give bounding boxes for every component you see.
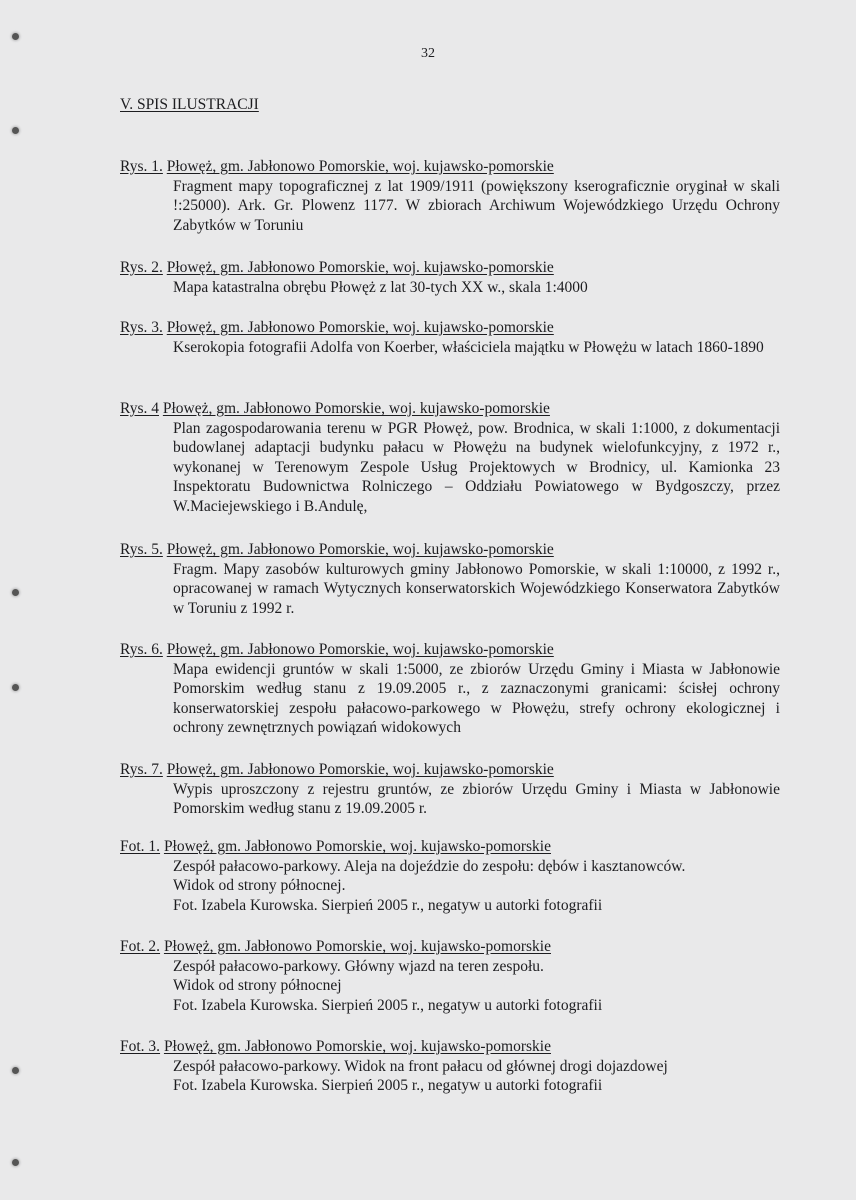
punch-hole-mark xyxy=(12,33,19,40)
entry-place: Płowęż, gm. Jabłonowo Pomorskie, woj. kujawsko-pomorskie xyxy=(163,838,551,855)
entry-description: Mapa ewidencji gruntów w skali 1:5000, ze zbiorów Urzędu Gminy i Miasta w Jabłonowie Pomorskim według stanu z 19.09.2005 r., z zaznaczonymi granicami: ścisłej ochrony konserwatorskiej zespołu pałacowo-parkowego w Płowężu, strefy ochrony ekologicznej i ochrony zewnętrznych powiązań widokowych xyxy=(173,660,780,736)
punch-hole-mark xyxy=(12,684,19,691)
entry-heading xyxy=(120,318,780,338)
entry-label: Fot. 3. xyxy=(120,1038,161,1055)
illustration-entry-rys-5 xyxy=(120,540,780,618)
entry-place: Płowęż, gm. Jabłonowo Pomorskie, woj. kujawsko-pomorskie xyxy=(166,641,554,658)
entry-heading xyxy=(120,837,780,857)
entry-heading xyxy=(120,399,780,419)
entry-description: Mapa katastralna obrębu Płowęż z lat 30-tych XX w., skala 1:4000 xyxy=(173,278,588,296)
entry-description xyxy=(173,1057,780,1096)
entry-description: Plan zagospodarowania terenu w PGR Płowęż, pow. Brodnica, w skali 1:1000, z dokumentacji budowlanej adaptacji budynku pałacu w Płowężu na budynek wielofunkcyjny, z 1972 r., wykonanej w Terenowym Zespole Usług Projektowych w Brodnicy, ul. Kamionka 23 Inspektoratu Budownictwa Rolniczego – Oddziału Powiatowego w Bydgoszczy, przez W.Maciejewskiego i B.Andulę, xyxy=(173,419,780,515)
entry-description: Fragment mapy topograficznej z lat 1909/1911 (powiększony kserograficznie oryginał w skali !:25000). Ark. Gr. Plowenz 1177. W zbiorach Archiwum Wojewódzkiego Urzędu Ochrony Zabytków w Toruniu xyxy=(173,177,780,234)
entry-place: Płowęż, gm. Jabłonowo Pomorskie, woj. kujawsko-pomorskie xyxy=(166,541,554,558)
description-line: Widok od strony północnej xyxy=(173,977,342,994)
description-line: Zespół pałacowo-parkowy. Aleja na dojeździe do zespołu: dębów i kasztanowców. xyxy=(173,857,686,875)
illustration-entry-rys-4 xyxy=(120,399,780,516)
page-number: 32 xyxy=(421,46,435,61)
entry-label: Rys. 3. xyxy=(120,319,163,336)
photo-entry-fot-1 xyxy=(120,837,780,915)
entry-description: Kserokopia fotografii Adolfa von Koerber, właściciela majątku w Płowężu w latach 1860-1890 xyxy=(173,338,764,356)
illustration-entry-rys-7 xyxy=(120,760,780,819)
section-title: V. SPIS ILUSTRACJI xyxy=(120,96,259,113)
entry-heading xyxy=(120,258,780,278)
description-line: Zespół pałacowo-parkowy. Widok na front pałacu od głównej drogi dojazdowej xyxy=(173,1057,668,1075)
entry-place: Płowęż, gm. Jabłonowo Pomorskie, woj. kujawsko-pomorskie xyxy=(166,761,554,778)
description-line: Zespół pałacowo-parkowy. Główny wjazd na teren zespołu. xyxy=(173,957,544,975)
entry-place: Płowęż, gm. Jabłonowo Pomorskie, woj. kujawsko-pomorskie xyxy=(162,400,550,417)
entry-description: Wypis uproszczony z rejestru gruntów, ze zbiorów Urzędu Gminy i Miasta w Jabłonowie Pomorskim według stanu z 19.09.2005 r. xyxy=(173,780,780,817)
illustration-entry-rys-3 xyxy=(120,318,780,357)
entry-description: Fragm. Mapy zasobów kulturowych gminy Jabłonowo Pomorskie, w skali 1:10000, z 1992 r., opracowanej w ramach Wytycznych konserwatorskich Wojewódzkiego Konserwatora Zabytków w Toruniu z 1992 r. xyxy=(173,560,780,617)
entry-place: Płowęż, gm. Jabłonowo Pomorskie, woj. kujawsko-pomorskie xyxy=(166,158,554,175)
entry-heading xyxy=(120,1037,780,1057)
description-line: Fot. Izabela Kurowska. Sierpień 2005 r., negatyw u autorki fotografii xyxy=(173,996,603,1014)
entry-heading xyxy=(120,157,780,177)
entry-label: Rys. 5. xyxy=(120,541,163,558)
entry-heading xyxy=(120,640,780,660)
entry-label: Rys. 7. xyxy=(120,761,163,778)
photo-entry-fot-3 xyxy=(120,1037,780,1096)
illustration-entry-rys-2 xyxy=(120,258,780,297)
description-line: Fot. Izabela Kurowska. Sierpień 2005 r., negatyw u autorki fotografii xyxy=(173,1077,603,1094)
entry-label: Rys. 1. xyxy=(120,158,163,175)
punch-hole-mark xyxy=(12,1159,19,1166)
entry-label: Rys. 6. xyxy=(120,641,163,658)
entry-heading xyxy=(120,540,780,560)
entry-label: Fot. 2. xyxy=(120,938,161,955)
description-line: Fot. Izabela Kurowska. Sierpień 2005 r., negatyw u autorki fotografii xyxy=(173,896,603,914)
entry-label: Rys. 2. xyxy=(120,259,163,276)
punch-hole-mark xyxy=(12,127,19,134)
punch-hole-mark xyxy=(12,1067,19,1074)
entry-label: Fot. 1. xyxy=(120,838,161,855)
entry-place: Płowęż, gm. Jabłonowo Pomorskie, woj. kujawsko-pomorskie xyxy=(163,1038,551,1055)
entry-place: Płowęż, gm. Jabłonowo Pomorskie, woj. kujawsko-pomorskie xyxy=(166,259,554,276)
description-line: Widok od strony północnej. xyxy=(173,877,346,894)
entry-description xyxy=(173,857,780,916)
entry-heading xyxy=(120,937,780,957)
entry-label: Rys. 4 xyxy=(120,400,159,417)
entry-place: Płowęż, gm. Jabłonowo Pomorskie, woj. kujawsko-pomorskie xyxy=(166,319,554,336)
entry-heading xyxy=(120,760,780,780)
illustration-entry-rys-1 xyxy=(120,157,780,235)
illustration-entry-rys-6 xyxy=(120,640,780,738)
punch-hole-mark xyxy=(12,589,19,596)
entry-description xyxy=(173,957,780,1016)
photo-entry-fot-2 xyxy=(120,937,780,1015)
entry-place: Płowęż, gm. Jabłonowo Pomorskie, woj. kujawsko-pomorskie xyxy=(163,938,551,955)
